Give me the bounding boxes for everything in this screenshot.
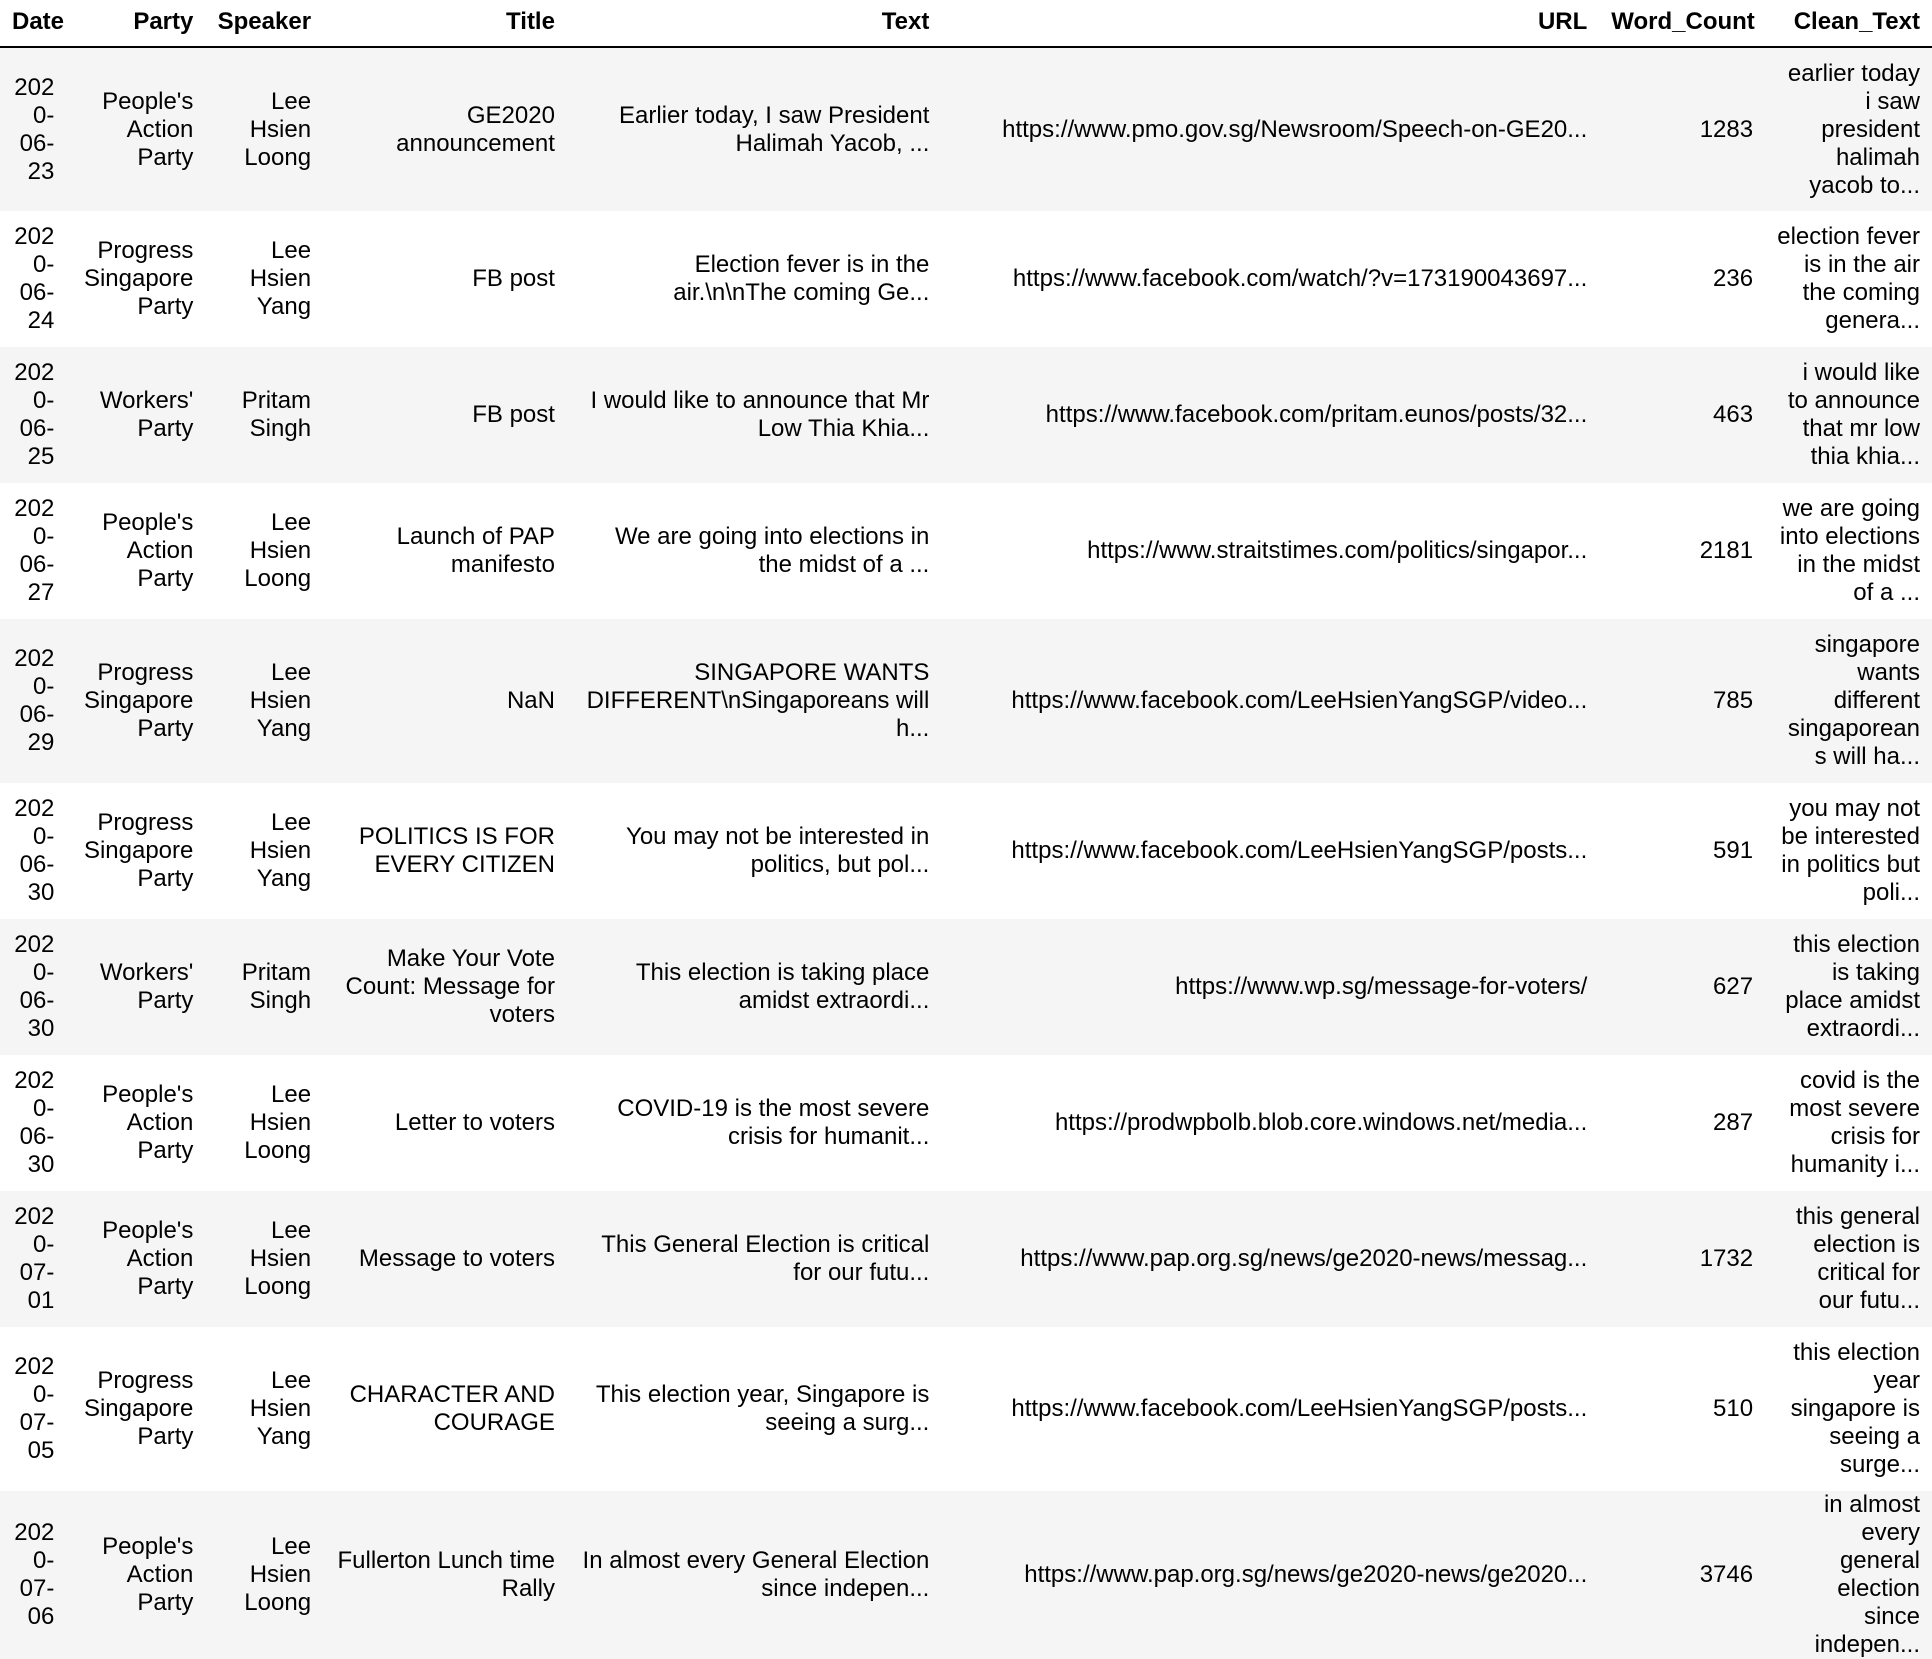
cell-clean-text: we are going into elections in the midst of a ... — [1779, 495, 1920, 606]
cell-title: CHARACTER AND COURAGE — [349, 1381, 555, 1436]
table-row — [0, 619, 1932, 783]
cell-text: Earlier today, I saw President Halimah Yacob, ... — [619, 101, 930, 157]
header-date: Date — [0, 0, 66, 47]
cell-title: Launch of PAP manifesto — [396, 523, 555, 578]
cell-title: GE2020 announcement — [396, 101, 555, 157]
cell-clean-text: this general election is critical for our futu... — [1795, 1203, 1920, 1314]
cell-title: FB post — [472, 401, 555, 428]
cell-word-count: 510 — [1713, 1395, 1754, 1422]
header-text: Text — [567, 0, 941, 47]
cell-title: FB post — [472, 265, 555, 292]
cell-party: People's Action Party — [102, 1533, 194, 1616]
cell-party: People's Action Party — [102, 509, 194, 592]
cell-clean-text: i would like to announce that mr low thia khia... — [1787, 359, 1920, 470]
cell-text: This General Election is critical for our futu... — [601, 1231, 930, 1286]
cell-date: 2020-07-06 — [14, 1519, 55, 1630]
cell-url: https://www.facebook.com/pritam.eunos/posts/32... — [1045, 401, 1588, 428]
cell-word-count: 287 — [1713, 1109, 1754, 1136]
cell-word-count: 463 — [1713, 401, 1754, 428]
cell-title: Make Your Vote Count: Message for voters — [345, 945, 555, 1028]
cell-text: Election fever is in the air.\n\nThe coming Ge... — [673, 251, 930, 306]
header-url: URL — [941, 0, 1599, 47]
cell-date: 2020-06-27 — [14, 495, 55, 606]
table-row — [0, 1491, 1932, 1659]
cell-url: https://prodwpbolb.blob.core.windows.net/media... — [1054, 1109, 1588, 1136]
cell-url: https://www.pmo.gov.sg/Newsroom/Speech-on-GE20... — [1002, 115, 1588, 143]
cell-title: NaN — [506, 687, 555, 714]
cell-word-count: 785 — [1713, 687, 1754, 714]
cell-date: 2020-06-30 — [14, 795, 55, 906]
cell-date: 2020-06-24 — [14, 223, 55, 334]
table-row — [0, 211, 1932, 347]
cell-clean-text: this election is taking place amidst extraordi... — [1785, 931, 1920, 1042]
header-clean-text: Clean_Text — [1765, 0, 1932, 47]
cell-clean-text: election fever is in the air the coming genera... — [1777, 223, 1920, 334]
cell-title: Fullerton Lunch time Rally — [337, 1547, 555, 1602]
header-party: Party — [66, 0, 205, 47]
cell-text: I would like to announce that Mr Low Thia Khia... — [590, 387, 930, 442]
cell-title: Letter to voters — [394, 1109, 555, 1136]
table-row — [0, 783, 1932, 919]
cell-speaker: Lee Hsien Loong — [244, 1081, 312, 1164]
cell-word-count: 1283 — [1699, 115, 1754, 143]
cell-clean-text: in almost every general election since indepen... — [1814, 1491, 1920, 1658]
cell-party: Progress Singapore Party — [83, 237, 194, 320]
cell-date: 2020-06-23 — [14, 73, 55, 185]
cell-speaker: Lee Hsien Loong — [244, 1533, 312, 1616]
table-row — [0, 1191, 1932, 1327]
cell-party: Workers' Party — [99, 959, 194, 1014]
table-row — [0, 919, 1932, 1055]
cell-speaker: Pritam Singh — [241, 387, 312, 442]
header-row — [0, 0, 1932, 47]
cell-word-count: 591 — [1713, 837, 1754, 864]
cell-text: COVID-19 is the most severe crisis for humanit... — [617, 1095, 930, 1150]
cell-clean-text: covid is the most severe crisis for humanity i... — [1789, 1067, 1920, 1178]
table-row — [0, 483, 1932, 619]
cell-text: This election is taking place amidst extraordi... — [635, 959, 930, 1014]
cell-party: People's Action Party — [102, 1217, 194, 1300]
cell-speaker: Pritam Singh — [241, 959, 312, 1014]
cell-date: 2020-07-05 — [14, 1353, 55, 1464]
cell-speaker: Lee Hsien Yang — [249, 237, 312, 320]
cell-speaker: Lee Hsien Yang — [249, 659, 312, 742]
cell-word-count: 236 — [1713, 265, 1754, 292]
cell-clean-text: this election year singapore is seeing a surge... — [1790, 1339, 1920, 1478]
cell-text: You may not be interested in politics, but pol... — [626, 823, 930, 878]
cell-speaker: Lee Hsien Yang — [249, 1367, 312, 1450]
header-word-count: Word_Count — [1599, 0, 1765, 47]
header-title: Title — [323, 0, 567, 47]
cell-party: People's Action Party — [102, 1081, 194, 1164]
cell-url: https://www.straitstimes.com/politics/singapor... — [1087, 537, 1588, 564]
table-body — [0, 47, 1932, 1659]
cell-url: https://www.facebook.com/watch/?v=173190043697... — [1012, 265, 1588, 292]
cell-text: SINGAPORE WANTS DIFFERENT\nSingaporeans will h... — [586, 659, 930, 742]
cell-party: Workers' Party — [99, 387, 194, 442]
cell-date: 2020-06-30 — [14, 1067, 55, 1178]
cell-party: Progress Singapore Party — [83, 809, 194, 892]
cell-date: 2020-06-30 — [14, 931, 55, 1042]
cell-text: This election year, Singapore is seeing a surg... — [595, 1381, 930, 1436]
cell-word-count: 2181 — [1699, 537, 1754, 564]
cell-clean-text: singapore wants different singaporeans will ha... — [1787, 631, 1920, 770]
cell-word-count: 627 — [1713, 973, 1754, 1000]
cell-text: We are going into elections in the midst of a ... — [614, 523, 930, 578]
cell-date: 2020-06-25 — [14, 359, 55, 470]
table-row — [0, 1327, 1932, 1491]
cell-speaker: Lee Hsien Loong — [244, 87, 312, 171]
cell-text: In almost every General Election since indepen... — [582, 1547, 930, 1602]
cell-speaker: Lee Hsien Loong — [244, 1217, 312, 1300]
cell-title: POLITICS IS FOR EVERY CITIZEN — [358, 823, 555, 878]
cell-clean-text: earlier today i saw president halimah yacob to... — [1787, 59, 1920, 199]
cell-url: https://www.facebook.com/LeeHsienYangSGP/posts... — [1011, 1395, 1588, 1422]
table-row — [0, 1055, 1932, 1191]
cell-title: Message to voters — [358, 1245, 555, 1272]
cell-date: 2020-07-01 — [14, 1203, 55, 1314]
cell-date: 2020-06-29 — [14, 645, 55, 756]
table-row — [0, 47, 1932, 211]
table-header — [0, 0, 1932, 47]
cell-word-count: 3746 — [1699, 1561, 1754, 1588]
cell-url: https://www.wp.sg/message-for-voters/ — [1175, 973, 1588, 1000]
header-speaker: Speaker — [205, 0, 323, 47]
cell-url: https://www.facebook.com/LeeHsienYangSGP/posts... — [1011, 837, 1588, 864]
cell-party: Progress Singapore Party — [83, 659, 194, 742]
cell-url: https://www.facebook.com/LeeHsienYangSGP/video... — [1011, 687, 1588, 714]
cell-clean-text: you may not be interested in politics but poli... — [1781, 795, 1920, 906]
cell-url: https://www.pap.org.sg/news/ge2020-news/messag... — [1020, 1245, 1588, 1272]
cell-party: Progress Singapore Party — [83, 1367, 194, 1450]
cell-speaker: Lee Hsien Loong — [244, 509, 312, 592]
cell-party: People's Action Party — [102, 87, 194, 171]
cell-url: https://www.pap.org.sg/news/ge2020-news/ge2020... — [1024, 1561, 1588, 1588]
table-row — [0, 347, 1932, 483]
cell-speaker: Lee Hsien Yang — [249, 809, 312, 892]
cell-word-count: 1732 — [1699, 1245, 1754, 1272]
